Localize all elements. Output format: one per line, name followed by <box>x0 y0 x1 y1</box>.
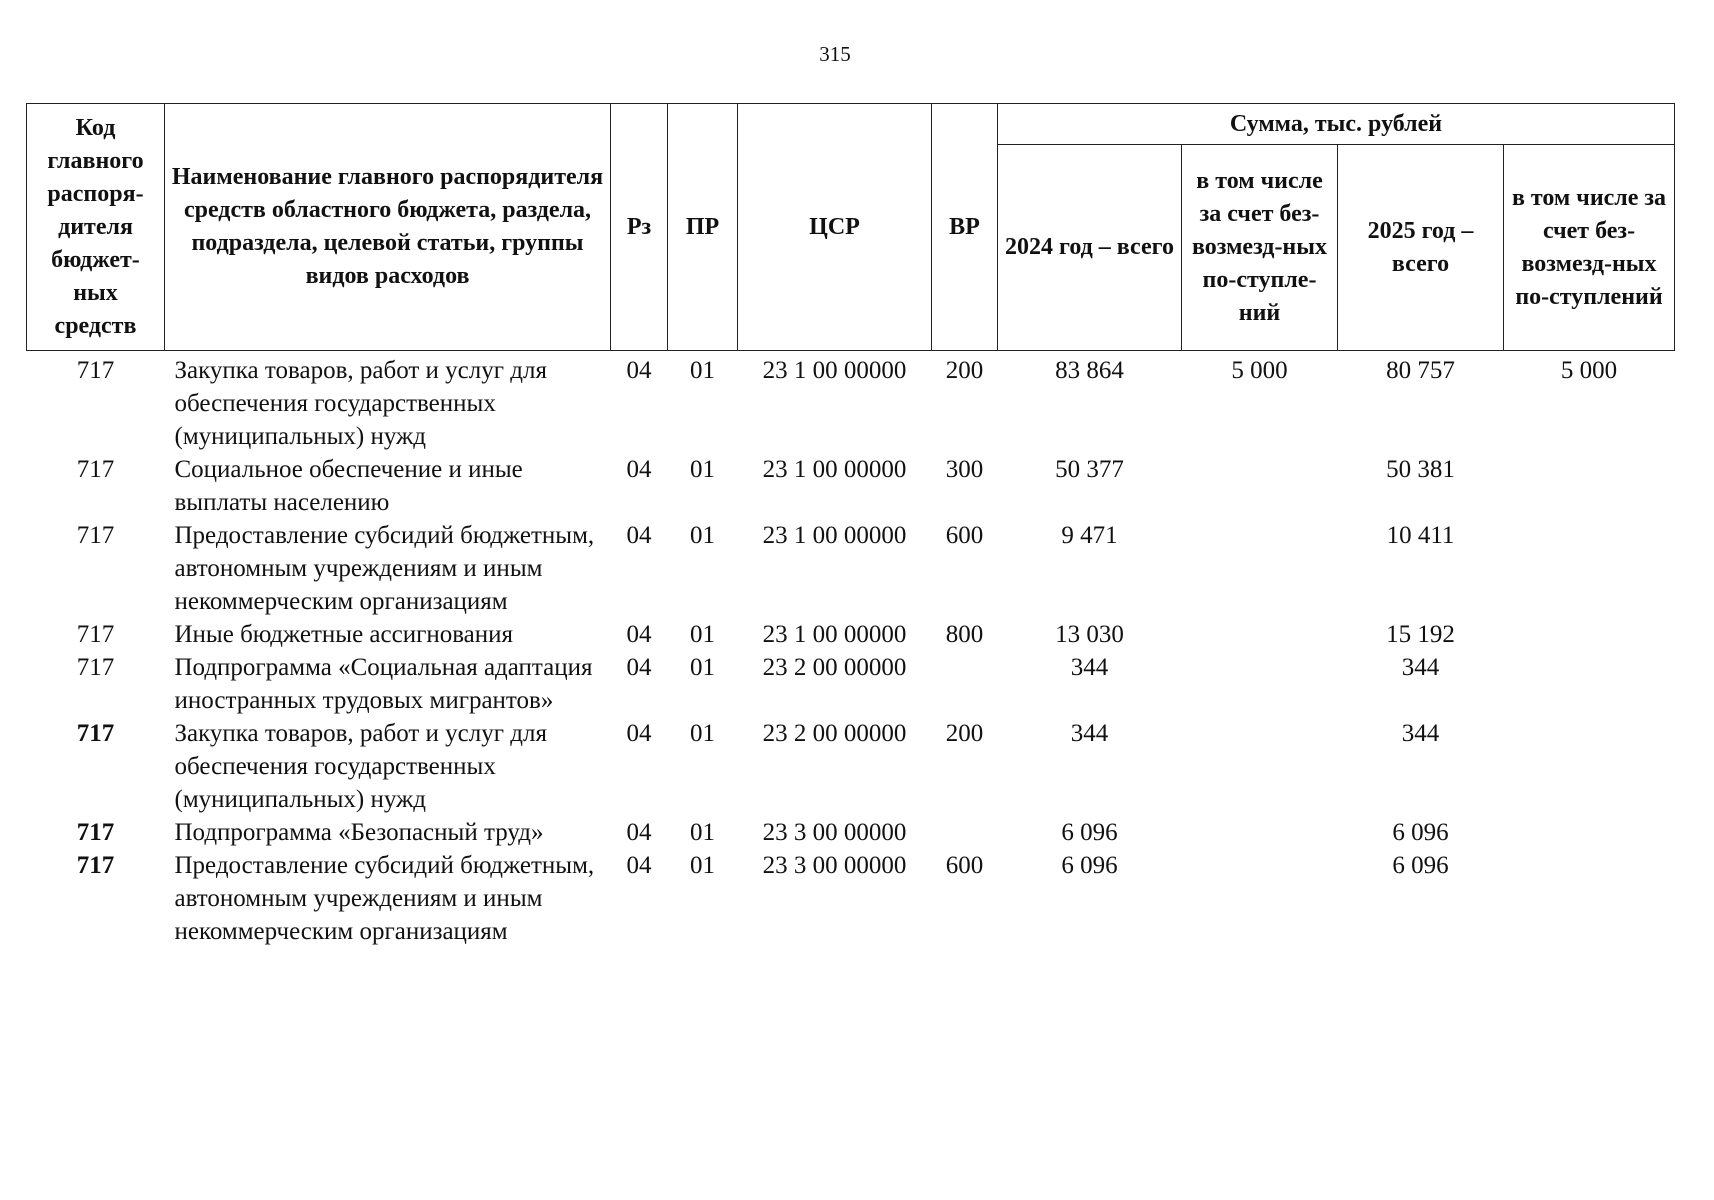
cell-2025-gratuitous <box>1504 717 1675 816</box>
table-row <box>27 717 1675 816</box>
cell-vr: 200 <box>945 720 984 747</box>
cell-2025-total: 344 <box>1401 720 1440 747</box>
cell-code: 717 <box>76 720 115 747</box>
cell-rz: 04 <box>626 852 652 879</box>
header-2025-total: 2025 год – всего <box>1338 145 1504 351</box>
cell-vr: 600 <box>945 852 984 879</box>
table-row <box>27 618 1675 651</box>
cell-2024-total: 9 471 <box>1061 522 1118 549</box>
cell-csr: 23 3 00 00000 <box>762 819 907 846</box>
cell-2025-gratuitous <box>1504 519 1675 618</box>
cell-csr: 23 1 00 00000 <box>762 456 907 483</box>
cell-name: Закупка товаров, работ и услуг для обеспечения государственных (муниципальных) нужд <box>174 720 547 813</box>
cell-2024-gratuitous: 5 000 <box>1231 357 1288 384</box>
cell-name: Закупка товаров, работ и услуг для обеспечения государственных (муниципальных) нужд <box>174 357 547 450</box>
cell-2024-gratuitous <box>1182 651 1338 717</box>
cell-pr: 01 <box>690 621 715 648</box>
header-2024-gratuitous: в том числе за счет без-возмезд-ных по-ступле-ний <box>1182 145 1338 351</box>
table-row <box>27 519 1675 618</box>
cell-name: Предоставление субсидий бюджетным, автономным учреждениям и иным некоммерческим организациям <box>174 522 595 615</box>
cell-2025-gratuitous <box>1504 618 1675 651</box>
cell-2025-total: 15 192 <box>1386 621 1455 648</box>
cell-pr: 01 <box>690 456 715 483</box>
cell-code: 717 <box>76 819 115 846</box>
header-csr: ЦСР <box>738 104 932 351</box>
header-name: Наименование главного распорядителя средств областного бюджета, раздела, подраздела, целевой статьи, группы видов расходов <box>165 104 611 351</box>
cell-vr <box>932 816 998 849</box>
table-row <box>27 816 1675 849</box>
cell-csr: 23 1 00 00000 <box>762 621 907 648</box>
table-body <box>27 351 1675 949</box>
table-row <box>27 351 1675 454</box>
header-pr: ПР <box>668 104 738 351</box>
header-2025-gratuitous: в том числе за счет без-возмезд-ных по-ступлений <box>1504 145 1675 351</box>
cell-vr <box>932 651 998 717</box>
cell-rz: 04 <box>626 357 652 384</box>
cell-2025-gratuitous <box>1504 453 1675 519</box>
cell-csr: 23 2 00 00000 <box>762 720 907 747</box>
page-number: 315 <box>819 42 851 66</box>
cell-rz: 04 <box>626 522 652 549</box>
cell-rz: 04 <box>626 654 652 681</box>
cell-2024-gratuitous <box>1182 816 1338 849</box>
cell-2025-gratuitous <box>1504 651 1675 717</box>
cell-2025-total: 50 381 <box>1386 456 1455 483</box>
cell-name: Иные бюджетные ассигнования <box>174 621 514 648</box>
cell-2024-total: 83 864 <box>1055 357 1124 384</box>
cell-2025-gratuitous <box>1504 816 1675 849</box>
header-sum-group: Сумма, тыс. рублей <box>998 104 1675 145</box>
cell-pr: 01 <box>690 720 715 747</box>
cell-2024-gratuitous <box>1182 618 1338 651</box>
cell-2024-gratuitous <box>1182 717 1338 816</box>
cell-csr: 23 1 00 00000 <box>762 522 907 549</box>
cell-2024-gratuitous <box>1182 519 1338 618</box>
cell-csr: 23 1 00 00000 <box>762 357 907 384</box>
cell-2024-total: 13 030 <box>1055 621 1124 648</box>
header-vr: ВР <box>932 104 998 351</box>
cell-2024-total: 344 <box>1070 654 1109 681</box>
cell-2024-gratuitous <box>1182 453 1338 519</box>
table-row <box>27 849 1675 948</box>
table-header <box>27 104 1675 351</box>
cell-code: 717 <box>76 654 115 681</box>
cell-vr: 600 <box>945 522 984 549</box>
cell-pr: 01 <box>690 654 715 681</box>
cell-2025-total: 344 <box>1401 654 1440 681</box>
cell-pr: 01 <box>690 522 715 549</box>
cell-rz: 04 <box>626 621 652 648</box>
cell-name: Подпрограмма «Безопасный труд» <box>174 819 544 846</box>
cell-2024-gratuitous <box>1182 849 1338 948</box>
cell-rz: 04 <box>626 819 652 846</box>
cell-2025-gratuitous: 5 000 <box>1560 357 1618 384</box>
cell-2024-total: 344 <box>1070 720 1109 747</box>
cell-code: 717 <box>76 522 115 549</box>
cell-csr: 23 2 00 00000 <box>762 654 907 681</box>
cell-rz: 04 <box>626 456 652 483</box>
cell-2025-total: 10 411 <box>1386 522 1455 549</box>
cell-code: 717 <box>76 357 115 384</box>
cell-vr: 300 <box>945 456 984 483</box>
header-code: Код главного распоря-дителя бюджет-ных средств <box>27 104 165 351</box>
cell-name: Подпрограмма «Социальная адаптация иностранных трудовых мигрантов» <box>174 654 593 714</box>
cell-2025-total: 6 096 <box>1392 819 1449 846</box>
cell-vr: 200 <box>945 357 984 384</box>
cell-2025-total: 80 757 <box>1386 357 1455 384</box>
table-row <box>27 651 1675 717</box>
cell-code: 717 <box>76 621 115 648</box>
header-rz: Рз <box>611 104 668 351</box>
cell-name: Предоставление субсидий бюджетным, автономным учреждениям и иным некоммерческим организациям <box>174 852 595 945</box>
cell-2025-gratuitous <box>1504 849 1675 948</box>
table-row <box>27 453 1675 519</box>
cell-pr: 01 <box>690 357 715 384</box>
cell-csr: 23 3 00 00000 <box>762 852 907 879</box>
cell-pr: 01 <box>690 819 715 846</box>
cell-code: 717 <box>76 852 115 879</box>
header-2024-total: 2024 год – всего <box>998 145 1182 351</box>
cell-2024-total: 6 096 <box>1061 852 1118 879</box>
cell-2024-total: 6 096 <box>1061 819 1118 846</box>
cell-rz: 04 <box>626 720 652 747</box>
cell-vr: 800 <box>945 621 984 648</box>
cell-pr: 01 <box>690 852 715 879</box>
cell-name: Социальное обеспечение и иные выплаты населению <box>174 456 523 516</box>
cell-2024-total: 50 377 <box>1055 456 1124 483</box>
cell-2025-total: 6 096 <box>1392 852 1449 879</box>
cell-code: 717 <box>76 456 115 483</box>
budget-table <box>26 103 1675 948</box>
